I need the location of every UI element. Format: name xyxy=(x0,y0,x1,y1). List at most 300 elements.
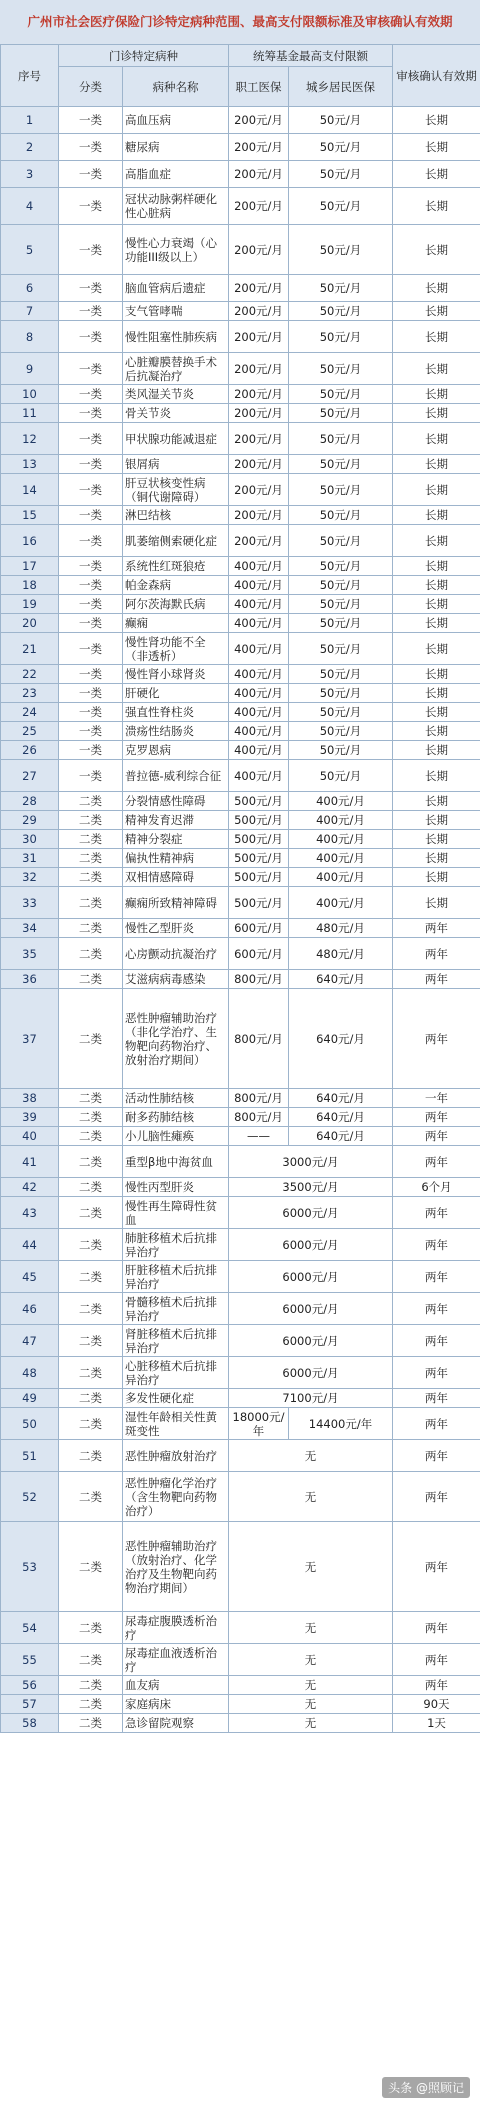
row-employee-limit: 500元/月 xyxy=(229,811,289,830)
row-disease-name: 慢性肾小球肾炎 xyxy=(123,665,229,684)
row-number: 30 xyxy=(1,830,59,849)
table-row xyxy=(1,107,480,134)
row-category: 二类 xyxy=(59,1472,123,1522)
row-resident-limit: 400元/月 xyxy=(289,811,393,830)
table-row xyxy=(1,1440,480,1472)
row-category: 二类 xyxy=(59,1644,123,1676)
table-row xyxy=(1,474,480,506)
row-number: 11 xyxy=(1,404,59,423)
header-valid: 审核确认有效期 xyxy=(393,45,480,107)
row-number: 7 xyxy=(1,302,59,321)
row-valid-period: 长期 xyxy=(393,225,480,275)
row-disease-name: 尿毒症血液透析治疗 xyxy=(123,1644,229,1676)
row-valid-period: 两年 xyxy=(393,938,480,970)
row-resident-limit: 50元/月 xyxy=(289,576,393,595)
row-category: 二类 xyxy=(59,1325,123,1357)
row-category: 一类 xyxy=(59,107,123,134)
row-category: 二类 xyxy=(59,1695,123,1714)
header-employee: 职工医保 xyxy=(229,67,289,107)
row-disease-name: 家庭病床 xyxy=(123,1695,229,1714)
row-resident-limit: 480元/月 xyxy=(289,938,393,970)
row-number: 52 xyxy=(1,1472,59,1522)
table-row xyxy=(1,188,480,225)
row-category: 二类 xyxy=(59,1408,123,1440)
row-number: 23 xyxy=(1,684,59,703)
header-category: 分类 xyxy=(59,67,123,107)
table-row xyxy=(1,703,480,722)
row-valid-period: 长期 xyxy=(393,385,480,404)
row-disease-name: 甲状腺功能减退症 xyxy=(123,423,229,455)
row-employee-limit: 200元/月 xyxy=(229,225,289,275)
row-disease-name: 慢性肾功能不全（非透析） xyxy=(123,633,229,665)
row-resident-limit: 50元/月 xyxy=(289,557,393,576)
row-category: 一类 xyxy=(59,506,123,525)
row-disease-name: 心脏瓣膜替换手术后抗凝治疗 xyxy=(123,353,229,385)
row-number: 39 xyxy=(1,1108,59,1127)
table-row xyxy=(1,1408,480,1440)
row-category: 二类 xyxy=(59,887,123,919)
row-employee-limit: 400元/月 xyxy=(229,741,289,760)
row-resident-limit: 50元/月 xyxy=(289,385,393,404)
row-valid-period: 两年 xyxy=(393,919,480,938)
row-employee-limit: 800元/月 xyxy=(229,1108,289,1127)
row-employee-limit: 200元/月 xyxy=(229,506,289,525)
header-disease: 病种名称 xyxy=(123,67,229,107)
table-row xyxy=(1,423,480,455)
row-resident-limit: 50元/月 xyxy=(289,506,393,525)
row-valid-period: 长期 xyxy=(393,188,480,225)
table-row xyxy=(1,1108,480,1127)
row-disease-name: 湿性年龄相关性黄斑变性 xyxy=(123,1408,229,1440)
row-shared-limit: 6000元/月 xyxy=(229,1229,393,1261)
row-category: 二类 xyxy=(59,1389,123,1408)
table-row xyxy=(1,455,480,474)
row-resident-limit: 640元/月 xyxy=(289,970,393,989)
table-row xyxy=(1,1522,480,1612)
row-employee-limit: 500元/月 xyxy=(229,887,289,919)
row-category: 二类 xyxy=(59,830,123,849)
table-row xyxy=(1,849,480,868)
row-disease-name: 慢性再生障碍性贫血 xyxy=(123,1197,229,1229)
row-disease-name: 阿尔茨海默氏病 xyxy=(123,595,229,614)
row-valid-period: 长期 xyxy=(393,107,480,134)
row-valid-period: 长期 xyxy=(393,595,480,614)
row-valid-period: 长期 xyxy=(393,525,480,557)
row-resident-limit: 50元/月 xyxy=(289,455,393,474)
row-employee-limit: 800元/月 xyxy=(229,1089,289,1108)
table-row xyxy=(1,557,480,576)
row-disease-name: 双相情感障碍 xyxy=(123,868,229,887)
row-valid-period: 两年 xyxy=(393,1440,480,1472)
row-valid-period: 两年 xyxy=(393,1644,480,1676)
row-disease-name: 淋巴结核 xyxy=(123,506,229,525)
row-number: 58 xyxy=(1,1714,59,1733)
header-special: 门诊特定病种 xyxy=(59,45,229,67)
row-category: 二类 xyxy=(59,1146,123,1178)
header-fund: 统筹基金最高支付限额 xyxy=(229,45,393,67)
header-resident: 城乡居民医保 xyxy=(289,67,393,107)
row-disease-name: 糖尿病 xyxy=(123,134,229,161)
row-resident-limit: 640元/月 xyxy=(289,1127,393,1146)
row-shared-limit: 无 xyxy=(229,1676,393,1695)
row-valid-period: 长期 xyxy=(393,161,480,188)
row-number: 3 xyxy=(1,161,59,188)
row-category: 一类 xyxy=(59,474,123,506)
row-category: 二类 xyxy=(59,792,123,811)
row-disease-name: 普拉德-威利综合征 xyxy=(123,760,229,792)
row-disease-name: 高脂血症 xyxy=(123,161,229,188)
row-category: 二类 xyxy=(59,1089,123,1108)
row-disease-name: 慢性乙型肝炎 xyxy=(123,919,229,938)
row-category: 一类 xyxy=(59,353,123,385)
row-number: 12 xyxy=(1,423,59,455)
row-valid-period: 长期 xyxy=(393,830,480,849)
table-row xyxy=(1,887,480,919)
row-valid-period: 两年 xyxy=(393,970,480,989)
row-disease-name: 脑血管病后遗症 xyxy=(123,275,229,302)
row-number: 27 xyxy=(1,760,59,792)
table-row xyxy=(1,1178,480,1197)
row-disease-name: 溃疡性结肠炎 xyxy=(123,722,229,741)
row-number: 41 xyxy=(1,1146,59,1178)
row-number: 19 xyxy=(1,595,59,614)
row-employee-limit: 200元/月 xyxy=(229,321,289,353)
row-number: 35 xyxy=(1,938,59,970)
row-category: 一类 xyxy=(59,703,123,722)
row-category: 二类 xyxy=(59,1522,123,1612)
row-valid-period: 两年 xyxy=(393,1676,480,1695)
row-category: 二类 xyxy=(59,1714,123,1733)
row-employee-limit: 200元/月 xyxy=(229,474,289,506)
row-employee-limit: 500元/月 xyxy=(229,868,289,887)
row-shared-limit: 6000元/月 xyxy=(229,1357,393,1389)
row-valid-period: 长期 xyxy=(393,423,480,455)
row-resident-limit: 50元/月 xyxy=(289,188,393,225)
row-category: 二类 xyxy=(59,1127,123,1146)
row-shared-limit: 6000元/月 xyxy=(229,1197,393,1229)
table-row xyxy=(1,1146,480,1178)
row-disease-name: 恶性肿瘤化学治疗（含生物靶向药物治疗） xyxy=(123,1472,229,1522)
header-seq: 序号 xyxy=(1,45,59,107)
row-shared-limit: 无 xyxy=(229,1440,393,1472)
row-category: 一类 xyxy=(59,665,123,684)
row-number: 45 xyxy=(1,1261,59,1293)
row-resident-limit: 50元/月 xyxy=(289,665,393,684)
row-disease-name: 肌萎缩侧索硬化症 xyxy=(123,525,229,557)
row-resident-limit: 50元/月 xyxy=(289,107,393,134)
row-number: 54 xyxy=(1,1612,59,1644)
row-disease-name: 偏执性精神病 xyxy=(123,849,229,868)
row-category: 一类 xyxy=(59,760,123,792)
row-disease-name: 精神发育迟滞 xyxy=(123,811,229,830)
row-valid-period: 长期 xyxy=(393,404,480,423)
row-number: 29 xyxy=(1,811,59,830)
row-number: 48 xyxy=(1,1357,59,1389)
row-number: 40 xyxy=(1,1127,59,1146)
row-resident-limit: 50元/月 xyxy=(289,225,393,275)
row-disease-name: 支气管哮喘 xyxy=(123,302,229,321)
row-employee-limit: 200元/月 xyxy=(229,161,289,188)
table-row xyxy=(1,1714,480,1733)
table-row xyxy=(1,614,480,633)
row-disease-name: 肝脏移植术后抗排异治疗 xyxy=(123,1261,229,1293)
row-resident-limit: 400元/月 xyxy=(289,868,393,887)
row-valid-period: 长期 xyxy=(393,792,480,811)
row-valid-period: 两年 xyxy=(393,1522,480,1612)
row-category: 一类 xyxy=(59,595,123,614)
row-number: 55 xyxy=(1,1644,59,1676)
row-category: 一类 xyxy=(59,722,123,741)
table-row xyxy=(1,868,480,887)
row-employee-limit: 200元/月 xyxy=(229,134,289,161)
table-row xyxy=(1,1127,480,1146)
row-disease-name: 精神分裂症 xyxy=(123,830,229,849)
row-resident-limit: 50元/月 xyxy=(289,595,393,614)
table-row xyxy=(1,1197,480,1229)
row-category: 二类 xyxy=(59,811,123,830)
table-row xyxy=(1,633,480,665)
row-number: 21 xyxy=(1,633,59,665)
row-disease-name: 肺脏移植术后抗排异治疗 xyxy=(123,1229,229,1261)
table-row xyxy=(1,760,480,792)
row-disease-name: 骨关节炎 xyxy=(123,404,229,423)
row-disease-name: 冠状动脉粥样硬化性心脏病 xyxy=(123,188,229,225)
row-disease-name: 恶性肿瘤辅助治疗（放射治疗、化学治疗及生物靶向药物治疗期间） xyxy=(123,1522,229,1612)
row-disease-name: 慢性心力衰竭（心功能III级以上） xyxy=(123,225,229,275)
row-category: 一类 xyxy=(59,423,123,455)
row-valid-period: 长期 xyxy=(393,887,480,919)
table-row xyxy=(1,989,480,1089)
row-employee-limit: 400元/月 xyxy=(229,576,289,595)
row-disease-name: 肝豆状核变性病（铜代谢障碍） xyxy=(123,474,229,506)
table-row xyxy=(1,161,480,188)
row-number: 17 xyxy=(1,557,59,576)
row-disease-name: 小儿脑性瘫痪 xyxy=(123,1127,229,1146)
row-number: 33 xyxy=(1,887,59,919)
row-disease-name: 血友病 xyxy=(123,1676,229,1695)
row-shared-limit: 7100元/月 xyxy=(229,1389,393,1408)
row-valid-period: 1天 xyxy=(393,1714,480,1733)
row-resident-limit: 50元/月 xyxy=(289,722,393,741)
row-resident-limit: 50元/月 xyxy=(289,703,393,722)
row-resident-limit: 640元/月 xyxy=(289,989,393,1089)
table-row xyxy=(1,811,480,830)
row-number: 5 xyxy=(1,225,59,275)
table-row xyxy=(1,1229,480,1261)
row-resident-limit: 50元/月 xyxy=(289,760,393,792)
row-disease-name: 急诊留院观察 xyxy=(123,1714,229,1733)
row-number: 15 xyxy=(1,506,59,525)
table-row xyxy=(1,970,480,989)
table-row xyxy=(1,830,480,849)
row-disease-name: 癫痫 xyxy=(123,614,229,633)
row-valid-period: 长期 xyxy=(393,722,480,741)
table-row xyxy=(1,1261,480,1293)
row-number: 2 xyxy=(1,134,59,161)
row-valid-period: 长期 xyxy=(393,703,480,722)
row-number: 56 xyxy=(1,1676,59,1695)
table-row xyxy=(1,225,480,275)
row-disease-name: 艾滋病病毒感染 xyxy=(123,970,229,989)
row-valid-period: 两年 xyxy=(393,1408,480,1440)
row-valid-period: 长期 xyxy=(393,321,480,353)
row-disease-name: 系统性红斑狼疮 xyxy=(123,557,229,576)
row-employee-limit: 200元/月 xyxy=(229,107,289,134)
row-resident-limit: 640元/月 xyxy=(289,1089,393,1108)
row-resident-limit: 50元/月 xyxy=(289,614,393,633)
row-employee-limit: 200元/月 xyxy=(229,188,289,225)
row-number: 51 xyxy=(1,1440,59,1472)
row-resident-limit: 50元/月 xyxy=(289,321,393,353)
table-row xyxy=(1,506,480,525)
row-category: 二类 xyxy=(59,919,123,938)
row-number: 9 xyxy=(1,353,59,385)
table-row xyxy=(1,741,480,760)
table-row xyxy=(1,275,480,302)
row-category: 一类 xyxy=(59,525,123,557)
row-category: 二类 xyxy=(59,868,123,887)
row-number: 10 xyxy=(1,385,59,404)
row-resident-limit: 480元/月 xyxy=(289,919,393,938)
row-shared-limit: 6000元/月 xyxy=(229,1293,393,1325)
row-category: 一类 xyxy=(59,161,123,188)
row-disease-name: 重型β地中海贫血 xyxy=(123,1146,229,1178)
row-employee-limit: 200元/月 xyxy=(229,423,289,455)
row-resident-limit: 400元/月 xyxy=(289,849,393,868)
row-disease-name: 肝硬化 xyxy=(123,684,229,703)
row-shared-limit: 无 xyxy=(229,1714,393,1733)
row-resident-limit: 14400元/年 xyxy=(289,1408,393,1440)
row-number: 37 xyxy=(1,989,59,1089)
row-employee-limit: 18000元/年 xyxy=(229,1408,289,1440)
row-valid-period: 两年 xyxy=(393,1229,480,1261)
row-category: 二类 xyxy=(59,1261,123,1293)
table-body xyxy=(1,45,480,1733)
row-disease-name: 高血压病 xyxy=(123,107,229,134)
table-row xyxy=(1,576,480,595)
row-shared-limit: 3000元/月 xyxy=(229,1146,393,1178)
row-resident-limit: 400元/月 xyxy=(289,792,393,811)
row-employee-limit: 400元/月 xyxy=(229,684,289,703)
row-employee-limit: 600元/月 xyxy=(229,919,289,938)
table-row xyxy=(1,525,480,557)
row-category: 一类 xyxy=(59,684,123,703)
row-disease-name: 耐多药肺结核 xyxy=(123,1108,229,1127)
row-resident-limit: 400元/月 xyxy=(289,887,393,919)
row-shared-limit: 6000元/月 xyxy=(229,1325,393,1357)
row-valid-period: 两年 xyxy=(393,1293,480,1325)
row-valid-period: 长期 xyxy=(393,474,480,506)
row-number: 16 xyxy=(1,525,59,557)
row-employee-limit: 400元/月 xyxy=(229,614,289,633)
row-valid-period: 长期 xyxy=(393,557,480,576)
row-valid-period: 长期 xyxy=(393,506,480,525)
row-number: 36 xyxy=(1,970,59,989)
row-number: 24 xyxy=(1,703,59,722)
row-shared-limit: 无 xyxy=(229,1644,393,1676)
row-number: 42 xyxy=(1,1178,59,1197)
row-disease-name: 类风湿关节炎 xyxy=(123,385,229,404)
row-resident-limit: 50元/月 xyxy=(289,404,393,423)
row-category: 一类 xyxy=(59,557,123,576)
row-disease-name: 慢性阻塞性肺疾病 xyxy=(123,321,229,353)
row-valid-period: 长期 xyxy=(393,302,480,321)
table-row xyxy=(1,1389,480,1408)
row-resident-limit: 50元/月 xyxy=(289,525,393,557)
row-disease-name: 心脏移植术后抗排异治疗 xyxy=(123,1357,229,1389)
row-valid-period: 两年 xyxy=(393,1261,480,1293)
row-category: 一类 xyxy=(59,741,123,760)
row-disease-name: 骨髓移植术后抗排异治疗 xyxy=(123,1293,229,1325)
row-number: 6 xyxy=(1,275,59,302)
row-employee-limit: 500元/月 xyxy=(229,792,289,811)
row-valid-period: 两年 xyxy=(393,1108,480,1127)
row-disease-name: 克罗恩病 xyxy=(123,741,229,760)
row-number: 44 xyxy=(1,1229,59,1261)
row-resident-limit: 50元/月 xyxy=(289,275,393,302)
row-category: 一类 xyxy=(59,302,123,321)
row-category: 一类 xyxy=(59,576,123,595)
row-valid-period: 长期 xyxy=(393,353,480,385)
row-number: 8 xyxy=(1,321,59,353)
row-shared-limit: 6000元/月 xyxy=(229,1261,393,1293)
table-row xyxy=(1,1676,480,1695)
row-employee-limit: 500元/月 xyxy=(229,830,289,849)
row-disease-name: 恶性肿瘤放射治疗 xyxy=(123,1440,229,1472)
row-valid-period: 长期 xyxy=(393,684,480,703)
row-valid-period: 两年 xyxy=(393,1127,480,1146)
row-number: 53 xyxy=(1,1522,59,1612)
row-number: 31 xyxy=(1,849,59,868)
row-employee-limit: 400元/月 xyxy=(229,760,289,792)
row-number: 32 xyxy=(1,868,59,887)
row-valid-period: 90天 xyxy=(393,1695,480,1714)
row-employee-limit: 400元/月 xyxy=(229,557,289,576)
row-employee-limit: 800元/月 xyxy=(229,970,289,989)
row-number: 1 xyxy=(1,107,59,134)
table-row xyxy=(1,665,480,684)
row-valid-period: 长期 xyxy=(393,455,480,474)
row-disease-name: 活动性肺结核 xyxy=(123,1089,229,1108)
row-number: 43 xyxy=(1,1197,59,1229)
row-number: 57 xyxy=(1,1695,59,1714)
row-valid-period: 两年 xyxy=(393,1472,480,1522)
header-row-1 xyxy=(1,45,480,67)
row-resident-limit: 50元/月 xyxy=(289,423,393,455)
row-shared-limit: 无 xyxy=(229,1695,393,1714)
row-category: 二类 xyxy=(59,1229,123,1261)
table-row xyxy=(1,1325,480,1357)
table-row xyxy=(1,1089,480,1108)
row-category: 一类 xyxy=(59,385,123,404)
row-disease-name: 帕金森病 xyxy=(123,576,229,595)
row-valid-period: 长期 xyxy=(393,134,480,161)
row-employee-limit: 400元/月 xyxy=(229,703,289,722)
row-valid-period: 长期 xyxy=(393,576,480,595)
row-disease-name: 癫痫所致精神障碍 xyxy=(123,887,229,919)
row-category: 二类 xyxy=(59,989,123,1089)
row-resident-limit: 50元/月 xyxy=(289,134,393,161)
row-resident-limit: 50元/月 xyxy=(289,474,393,506)
row-category: 二类 xyxy=(59,1178,123,1197)
row-resident-limit: 50元/月 xyxy=(289,302,393,321)
row-resident-limit: 50元/月 xyxy=(289,741,393,760)
row-number: 25 xyxy=(1,722,59,741)
table-row xyxy=(1,321,480,353)
row-employee-limit: 200元/月 xyxy=(229,455,289,474)
table-row xyxy=(1,302,480,321)
row-employee-limit: 400元/月 xyxy=(229,595,289,614)
